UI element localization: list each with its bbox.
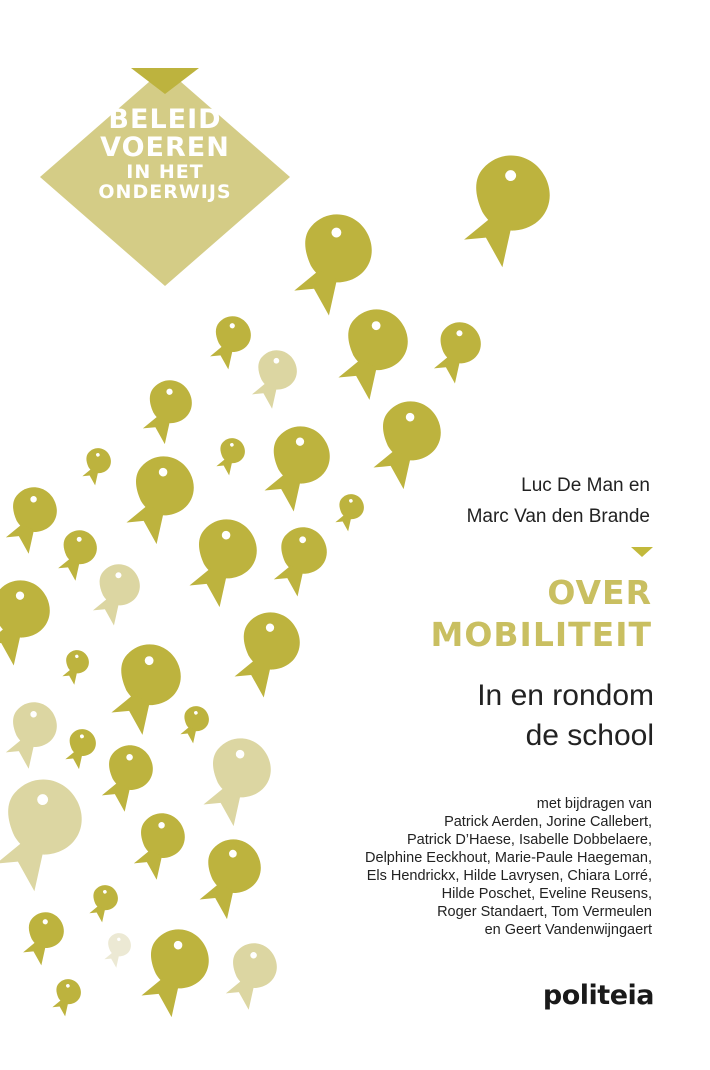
contributors-line: met bijdragen van — [536, 796, 652, 812]
fish-shape — [12, 907, 74, 970]
fish-shape — [47, 525, 106, 585]
contributors-line: Roger Standaert, Tom Vermeulen — [437, 904, 652, 920]
fish-shape — [74, 444, 117, 488]
subtitle-line-2: de school — [525, 719, 654, 752]
fish-shape — [185, 729, 287, 833]
book-title — [431, 572, 652, 656]
fish-shape — [123, 920, 225, 1024]
fish-shape — [171, 510, 273, 614]
series-line-4: ONDERWIJS — [98, 180, 232, 203]
series-name — [40, 106, 290, 203]
book-subtitle — [477, 676, 654, 756]
fish-shape — [421, 316, 492, 389]
fish-shape — [319, 300, 424, 407]
fish-shape — [273, 204, 391, 324]
title-marker-triangle — [631, 547, 653, 557]
contributors-line: Patrick D’Haese, Isabelle Dobbelaere, — [406, 832, 652, 848]
fish-shape — [217, 604, 316, 705]
publisher-logo: politeia — [542, 980, 654, 1011]
fish-shape — [81, 881, 124, 925]
fish-shape — [355, 392, 457, 496]
fish-shape — [0, 696, 69, 775]
authors — [467, 470, 650, 532]
title-line-2: MOBILITEIT — [430, 615, 652, 654]
series-line-2: VOEREN — [100, 132, 230, 164]
fish-shape — [240, 344, 308, 413]
fish-shape — [57, 725, 104, 772]
fish-shape — [80, 558, 151, 631]
fish-shape — [212, 937, 290, 1016]
fish-shape — [92, 635, 197, 742]
fish-shape — [44, 975, 87, 1019]
contributors — [365, 795, 652, 939]
fish-shape — [327, 490, 370, 534]
subtitle-line-1: In en rondom — [477, 679, 654, 712]
fish-shape — [55, 647, 95, 688]
fish-shape — [208, 434, 251, 478]
fish-shape — [0, 768, 103, 900]
fish-shape — [0, 481, 69, 560]
contributors-line: Delphine Eeckhout, Marie-Paule Haegeman, — [365, 850, 652, 866]
contributors-line: Patrick Aerden, Jorine Callebert, — [444, 814, 652, 830]
fish-shape — [129, 374, 203, 450]
title-line-1: OVER — [547, 573, 652, 612]
fish-shape — [259, 520, 340, 602]
series-line-3: IN HET — [126, 160, 204, 183]
fish-shape — [172, 702, 215, 746]
fish-shape — [88, 739, 166, 818]
fish-shape — [97, 930, 137, 971]
series-badge — [40, 68, 290, 286]
contributors-line: en Geert Vandenwijngaert — [484, 922, 652, 938]
fish-shape — [0, 572, 66, 673]
fish-shape — [440, 144, 570, 276]
author-line-1: Luc De Man en — [521, 475, 650, 496]
fish-shape — [108, 447, 210, 551]
fish-shape — [120, 807, 198, 886]
series-line-1: BELEID — [108, 104, 222, 135]
fish-shape — [199, 311, 261, 374]
contributors-line: Els Hendrickx, Hilde Lavrysen, Chiara Lorré, — [366, 868, 652, 884]
contributors-line: Hilde Poschet, Eveline Reusens, — [441, 886, 652, 902]
fish-shape — [183, 831, 276, 926]
author-line-2: Marc Van den Brande — [466, 506, 650, 527]
fish-shape — [247, 418, 346, 519]
